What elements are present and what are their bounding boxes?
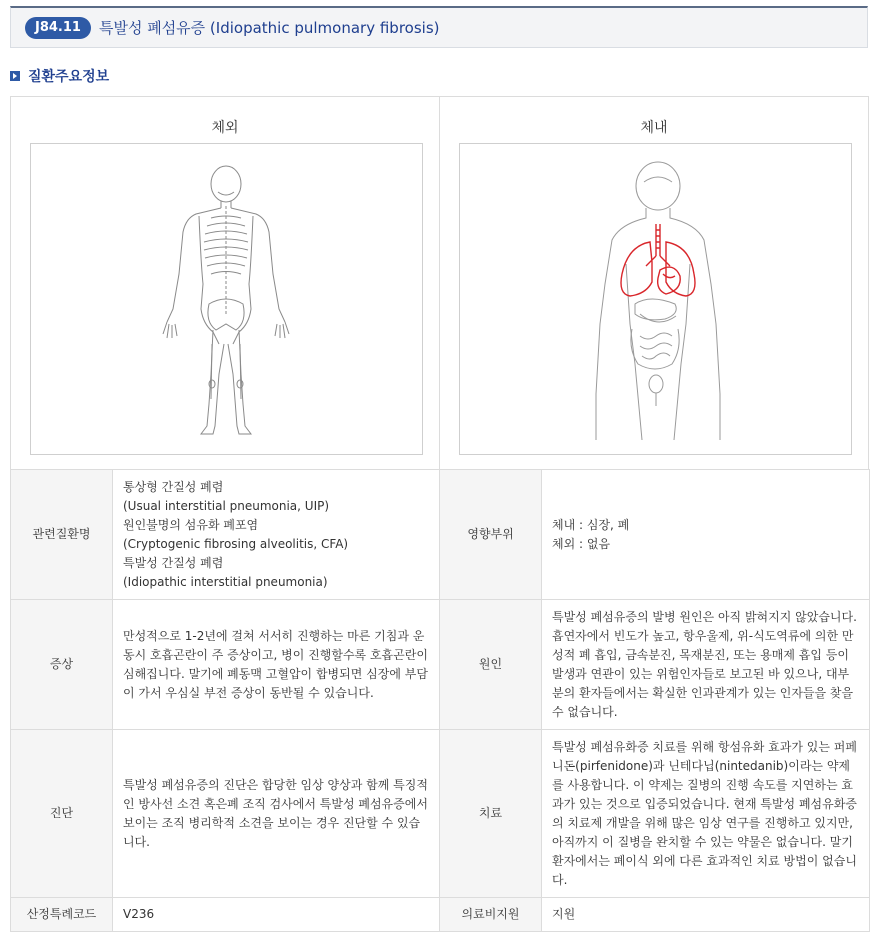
special-code-label: 산정특례코드 [11, 898, 113, 932]
special-code-value: V236 [113, 898, 440, 932]
medical-support-label: 의료비지원 [440, 898, 542, 932]
diagnosis-value: 특발성 폐섬유증의 진단은 합당한 임상 양상과 함께 특징적인 방사선 소견 혹은폐 조직 검사에서 특발성 폐섬유증에서 보이는 조직 병리학적 소견을 보이는 경우 진단할 수 있습니다. [113, 730, 440, 898]
related-diseases-label: 관련질환명 [11, 470, 113, 600]
medical-support-value: 지원 [542, 898, 870, 932]
related-disease-line: (Usual interstitial pneumonia, UIP) [123, 498, 330, 513]
internal-figure-title: 체내 [640, 120, 668, 136]
related-disease-line: (Idiopathic interstitial pneumonia) [123, 574, 328, 589]
related-disease-line: 통상형 간질성 폐렴 [123, 479, 224, 494]
symptom-label: 증상 [11, 600, 113, 730]
affected-area-line: 체내 : 심장, 폐 [552, 517, 630, 532]
affected-area-line: 체외 : 없음 [552, 536, 611, 551]
cause-value: 특발성 폐섬유증의 발병 원인은 아직 밝혀지지 않았습니다. 흡연자에서 빈도가 높고, 항우울제, 위-식도역류에 의한 만성적 폐 흡입, 금속분진, 목재분진, 또는 용매제 흡입 등이 발생과 연관이 있는 위험인자들로 보고된 바 있으나, 대부분의 환자들에서는 확실한 인과관계가 있는 인자들을 찾을 수 없습니다. [542, 600, 870, 730]
internal-organs-icon [460, 144, 851, 454]
section-title-text: 질환주요정보 [28, 69, 110, 85]
affected-area-label: 영향부위 [440, 470, 542, 600]
table-row [11, 600, 870, 730]
related-disease-line: 원인불명의 섬유화 폐포염 [123, 517, 259, 532]
internal-figure-frame [459, 143, 852, 455]
disease-title: 특발성 폐섬유증 (Idiopathic pulmonary fibrosis) [98, 19, 440, 37]
cause-label: 원인 [440, 600, 542, 730]
treatment-value: 특발성 폐섬유화증 치료를 위해 항섬유화 효과가 있는 퍼페니돈(pirfenidone)과 닌테다닙(nintedanib)이라는 약제를 사용합니다. 이 약제는 질병의 진행 속도를 지연하는 효과가 있는 것으로 입증되었습니다. 현재 특발성 폐섬유화증의 치료제 개발을 위해 많은 임상 연구를 진행하고 있지만, 아직까지 이 질병을 완치할 수 있는 약물은 없습니다. 말기 환자에서는 폐이식 외에 다른 효과적인 치료 방법이 없습니다. [542, 730, 870, 898]
external-figure-panel [10, 96, 440, 470]
table-row [11, 730, 870, 898]
external-figure-frame [30, 143, 423, 455]
diagnosis-label: 진단 [11, 730, 113, 898]
skeleton-body-icon [31, 144, 422, 454]
affected-area-value [542, 470, 870, 600]
treatment-label: 치료 [440, 730, 542, 898]
related-disease-line: (Cryptogenic fibrosing alveolitis, CFA) [123, 536, 349, 551]
section-bullet-icon [10, 71, 20, 81]
disease-header [10, 6, 868, 48]
table-row [11, 898, 870, 932]
internal-figure-panel [439, 96, 869, 470]
section-heading [10, 66, 109, 86]
related-disease-line: 특발성 간질성 폐렴 [123, 555, 224, 570]
disease-info-table [10, 469, 870, 932]
table-row [11, 470, 870, 600]
symptom-value: 만성적으로 1-2년에 걸쳐 서서히 진행하는 마른 기침과 운동시 호흡곤란이 주 증상이고, 병이 진행할수록 호흡곤란이 심해집니다. 말기에 폐동맥 고혈압이 합병되면 심장에 부담이 가서 우심실 부전 증상이 동반될 수 있습니다. [113, 600, 440, 730]
disease-code-badge: J84.11 [25, 17, 91, 39]
related-diseases-value [113, 470, 440, 600]
external-figure-title: 체외 [211, 120, 239, 136]
